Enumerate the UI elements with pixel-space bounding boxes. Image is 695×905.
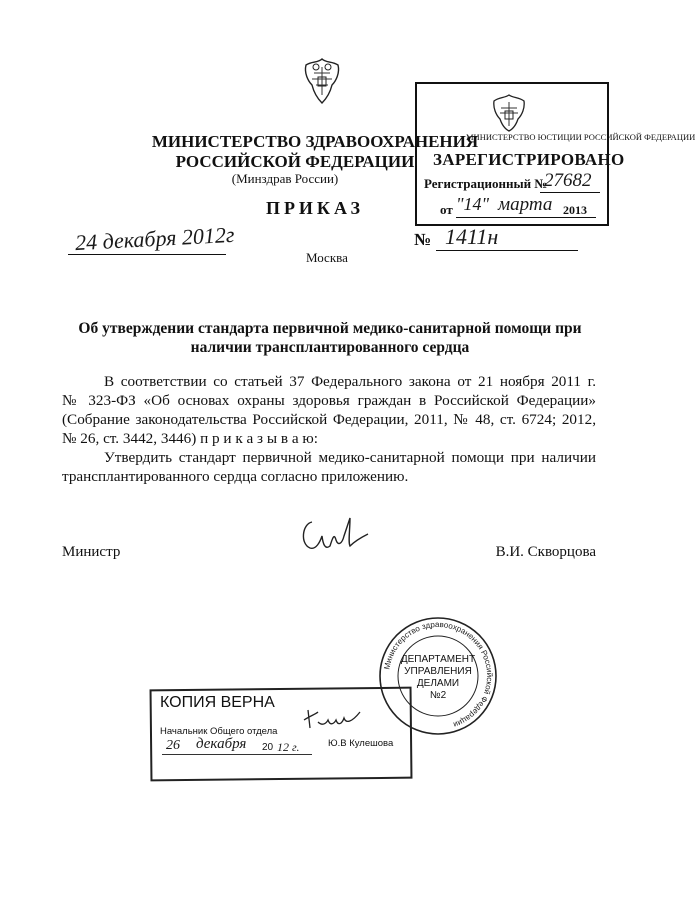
ministry-name-line2: РОССИЙСКОЙ ФЕДЕРАЦИИ bbox=[175, 152, 415, 171]
ministry-short-name: (Минздрав России) bbox=[231, 171, 339, 186]
order-title: ПРИКАЗ bbox=[265, 198, 365, 218]
city-name: Москва bbox=[306, 250, 348, 265]
order-number-handwritten: 1411н bbox=[445, 224, 499, 249]
number-underline bbox=[436, 250, 578, 251]
body-para1-line1: В соответствии со статьей 37 Федерального закона от 21 ноября 2011 г. bbox=[104, 373, 596, 390]
body-para2-line2: трансплантированного сердца согласно приложению. bbox=[62, 468, 409, 485]
minister-signature-image bbox=[298, 510, 378, 560]
round-stamp-line3: ДЕЛАМИ bbox=[416, 678, 460, 689]
stamp-date-day: "14" bbox=[456, 194, 490, 214]
stamp-ministry-name: МИНИСТЕРСТВО ЮСТИЦИИ РОССИЙСКОЙ ФЕДЕРАЦИИ bbox=[466, 132, 695, 142]
body-para1-line3: (Собрание законодательства Российской Федерации, 2011, № 48, ст. 6724; 2012, bbox=[62, 411, 596, 428]
copy-stamp-position: Начальник Общего отдела bbox=[160, 726, 278, 737]
copy-stamp-date-month: декабря bbox=[196, 736, 247, 752]
copy-stamp-title: КОПИЯ ВЕРНА bbox=[160, 694, 275, 711]
body-para2-line1: Утвердить стандарт первичной медико-санитарной помощи при наличии bbox=[104, 449, 596, 466]
round-stamp-line2: УПРАВЛЕНИЯ bbox=[404, 666, 472, 677]
round-stamp-line4: №2 bbox=[429, 690, 447, 701]
body-para1-line4: № 26, ст. 3442, 3446) п р и к а з ы в а ю: bbox=[62, 430, 318, 447]
document-title-line1: Об утверждении стандарта первичной медико-санитарной помощи при bbox=[78, 320, 582, 337]
stamp-reg-number: 27682 bbox=[544, 170, 592, 191]
stamp-date-year: 2013 bbox=[563, 203, 587, 217]
copy-stamp-date-year-suffix: 12 г. bbox=[277, 740, 300, 754]
copy-stamp-signature-image bbox=[300, 702, 370, 738]
order-date-handwritten: 24 декабря 2012г bbox=[74, 221, 236, 256]
stamp-reg-label: Регистрационный № bbox=[424, 176, 548, 191]
reg-number-underline bbox=[540, 192, 600, 193]
stamp-status: ЗАРЕГИСТРИРОВАНО bbox=[433, 150, 625, 169]
round-stamp-ring-text: Министерство здравоохранения Российской Федерации bbox=[382, 619, 495, 730]
date-underline bbox=[68, 254, 226, 255]
stamp-emblem-icon bbox=[489, 92, 529, 132]
body-para1-line2: № 323-ФЗ «Об основах охраны здоровья граждан в Российской Федерации» bbox=[62, 392, 596, 409]
stamp-date-month: марта bbox=[498, 194, 553, 215]
copy-stamp-date-day: 26 bbox=[166, 738, 180, 753]
stamp-date-prefix: от bbox=[440, 202, 453, 217]
copy-stamp-name: Ю.В Кулешова bbox=[328, 738, 394, 749]
copy-stamp-date-underline bbox=[162, 754, 312, 755]
signatory-role: Министр bbox=[62, 544, 121, 560]
copy-stamp-date-year-prefix: 20 bbox=[262, 742, 274, 753]
document-title-line2: наличии трансплантированного сердца bbox=[190, 339, 470, 356]
round-stamp-line1: ДЕПАРТАМЕНТ bbox=[400, 654, 476, 665]
ministry-name-line1: МИНИСТЕРСТВО ЗДРАВООХРАНЕНИЯ bbox=[151, 132, 479, 151]
stamp-date-underline bbox=[456, 217, 596, 218]
coat-of-arms-emblem bbox=[300, 55, 344, 107]
signatory-name: В.И. Скворцова bbox=[495, 544, 596, 560]
order-number-prefix: № bbox=[414, 230, 432, 249]
